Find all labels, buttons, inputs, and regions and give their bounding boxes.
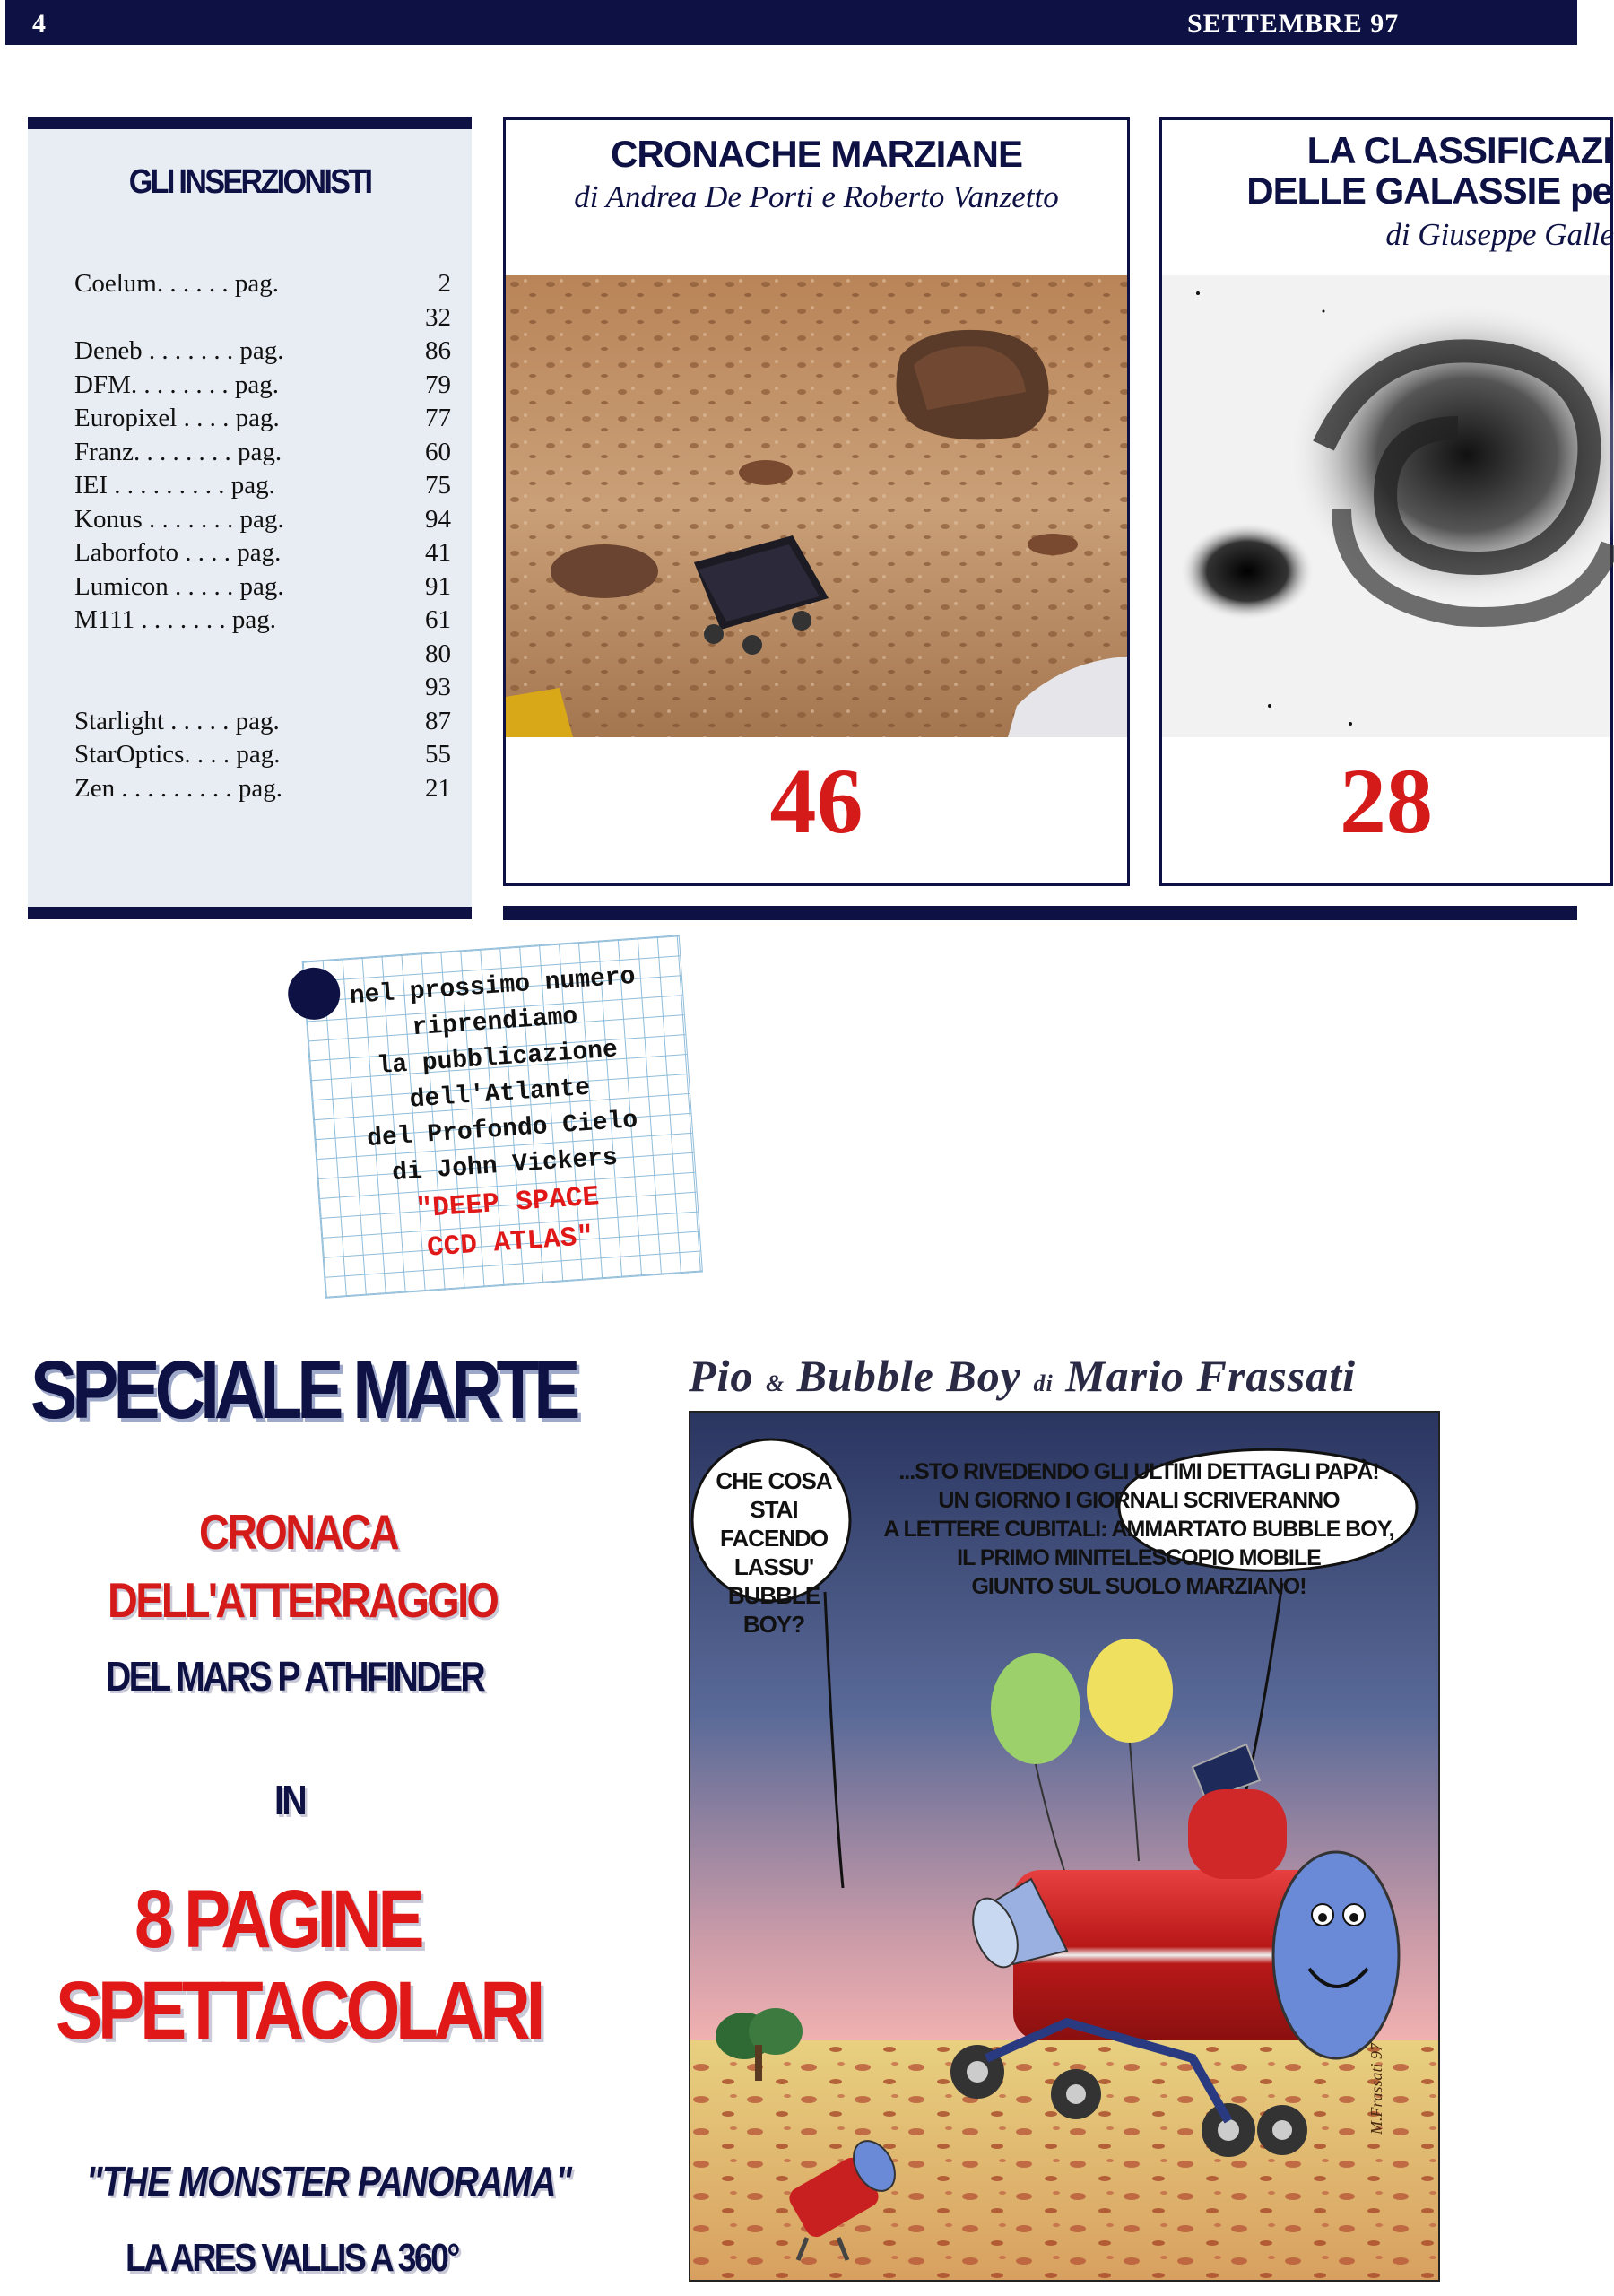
advertiser-name: Laborfoto . . . . pag.	[74, 538, 282, 567]
speech-bubble-bubbleboy	[852, 1457, 1426, 1601]
article-card-cronache-marziane[interactable]	[503, 117, 1130, 886]
advertiser-page: 32	[425, 302, 451, 332]
bubble-line: UN GIORNO I GIORNALI SCRIVERANNO	[938, 1488, 1340, 1513]
bubble-line: IL PRIMO MINITELESCOPIO MOBILE	[957, 1545, 1321, 1570]
article-title-line1: LA CLASSIFICAZI	[1306, 129, 1612, 171]
advertiser-page: 79	[425, 370, 451, 399]
advertiser-name: StarOptics. . . . pag.	[74, 740, 281, 769]
note-line: nel prossimo numero	[348, 962, 637, 1012]
advertiser-row	[74, 435, 451, 469]
cartoon-title-amp: &	[765, 1370, 785, 1396]
page-number: 4	[32, 9, 46, 39]
advertiser-name: Coelum. . . . . . pag.	[74, 269, 279, 298]
advertiser-name: Zen . . . . . . . . . pag.	[74, 773, 282, 803]
advertiser-row	[74, 535, 451, 570]
speciale-line: DEL MARS P ATHFINDER	[106, 1653, 484, 1700]
note-line: riprendiamo	[411, 1003, 579, 1043]
advertiser-page: 86	[425, 336, 451, 365]
advertiser-page: 75	[425, 471, 451, 500]
advertiser-name: Konus . . . . . . . pag.	[74, 504, 284, 534]
cartoon-title-pio: Pio	[689, 1351, 754, 1401]
advertiser-row	[74, 468, 451, 502]
bubble-line: STAI FACENDO	[719, 1496, 829, 1552]
advertiser-page: 87	[425, 706, 451, 735]
divider-bar	[28, 907, 472, 919]
advertiser-row	[74, 737, 451, 771]
article-title-line2: DELLE GALASSIE pe	[1246, 170, 1612, 212]
bubble-line: BUBBLE BOY?	[727, 1582, 820, 1638]
advertiser-page: 61	[425, 605, 451, 634]
speciale-line: LA ARES VALLIS A 360°	[126, 2236, 458, 2280]
advertiser-name: DFM. . . . . . . . pag.	[74, 370, 279, 399]
note-line: di John Vickers	[391, 1144, 619, 1188]
advertiser-name: M111 . . . . . . . pag.	[74, 605, 277, 634]
advertiser-page: 41	[425, 538, 451, 567]
divider-bar	[28, 117, 472, 129]
advertiser-page: 91	[425, 571, 451, 601]
article-page-number: 46	[769, 750, 863, 853]
advertisers-title: GLI INSERZIONISTI	[128, 163, 371, 201]
advertiser-name: Lumicon . . . . . pag.	[74, 571, 284, 601]
cartoon-title-di: di	[1033, 1370, 1054, 1396]
advertisers-box	[28, 117, 472, 919]
advertiser-row	[74, 704, 451, 738]
advertiser-row	[74, 603, 451, 637]
article-title: CRONACHE MARZIANE	[611, 133, 1022, 175]
advertiser-row	[74, 670, 451, 704]
article-author: di Giuseppe Galle	[1385, 217, 1614, 252]
advertiser-row	[74, 637, 451, 671]
advertiser-row	[74, 401, 451, 435]
advertiser-page: 21	[425, 773, 451, 803]
advertiser-row	[74, 300, 451, 335]
speciale-line: "THE MONSTER PANORAMA"	[86, 2158, 572, 2205]
mars-surface-photo	[506, 275, 1127, 737]
advertiser-name: Starlight . . . . . pag.	[74, 706, 280, 735]
cartoon-title-author: Mario Frassati	[1065, 1351, 1357, 1401]
note-line: la pubblicazione	[376, 1036, 619, 1082]
cartoon-title-bubbleboy: Bubble Boy	[796, 1351, 1021, 1401]
issue-date: SETTEMBRE 97	[1187, 9, 1400, 39]
bubble-line: CHE COSA	[716, 1467, 832, 1494]
advertiser-page: 94	[425, 504, 451, 534]
note-highlight: "DEEP SPACE	[414, 1181, 601, 1226]
article-page-number: 28	[1340, 750, 1433, 853]
galaxy-photo	[1162, 275, 1610, 737]
advertiser-name: IEI . . . . . . . . . pag.	[74, 471, 275, 500]
advertiser-row	[74, 771, 451, 805]
advertiser-page: 55	[425, 740, 451, 769]
advertiser-row	[74, 334, 451, 368]
speciale-line: CRONACA	[199, 1504, 398, 1560]
advertiser-name: Deneb . . . . . . . pag.	[74, 336, 284, 365]
speciale-highlight: SPETTACOLARI	[56, 1965, 542, 2057]
cartoon-title	[689, 1350, 1356, 1402]
bubble-line: ...STO RIVEDENDO GLI ULTIMI DETTAGLI PAPÀ!	[898, 1459, 1379, 1484]
article-card-classificazione-galassie[interactable]	[1159, 117, 1613, 886]
bubble-line: A LETTERE CUBITALI: AMMARTATO BUBBLE BOY,	[883, 1517, 1394, 1542]
bubble-line: GIUNTO SUL SUOLO MARZIANO!	[971, 1574, 1306, 1599]
page-header	[5, 0, 1577, 45]
divider-bar	[503, 906, 1577, 920]
note-highlight: CCD ATLAS"	[426, 1221, 595, 1265]
speciale-title: SPECIALE MARTE	[30, 1344, 576, 1436]
speciale-line: IN	[274, 1777, 305, 1823]
article-author: di Andrea De Porti e Roberto Vanzetto	[574, 179, 1059, 214]
cartoon-panel	[689, 1411, 1440, 2282]
advertiser-row	[74, 570, 451, 604]
advertiser-row	[74, 502, 451, 536]
note-line: dell'Atlante	[408, 1074, 592, 1115]
advertiser-name: Europixel . . . . pag.	[74, 404, 280, 432]
note-line: del Profondo Cielo	[366, 1107, 639, 1154]
advertiser-page: 93	[425, 673, 451, 701]
advertiser-name: Franz. . . . . . . . pag.	[74, 437, 282, 466]
speech-bubble-papa	[707, 1466, 841, 1639]
speciale-highlight: 8 PAGINE	[134, 1874, 421, 1965]
advertiser-page: 80	[425, 639, 451, 668]
speciale-line: DELL'ATTERRAGGIO	[108, 1572, 498, 1628]
advertiser-row	[74, 368, 451, 402]
advertiser-row	[74, 266, 451, 300]
bubble-line: LASSU'	[733, 1553, 814, 1580]
advertiser-page: 77	[425, 404, 451, 432]
next-issue-note	[285, 926, 704, 1311]
artist-signature: M.Frassati 97	[1367, 2042, 1385, 2135]
advertiser-page: 60	[425, 437, 451, 466]
advertiser-page: 2	[438, 269, 451, 298]
